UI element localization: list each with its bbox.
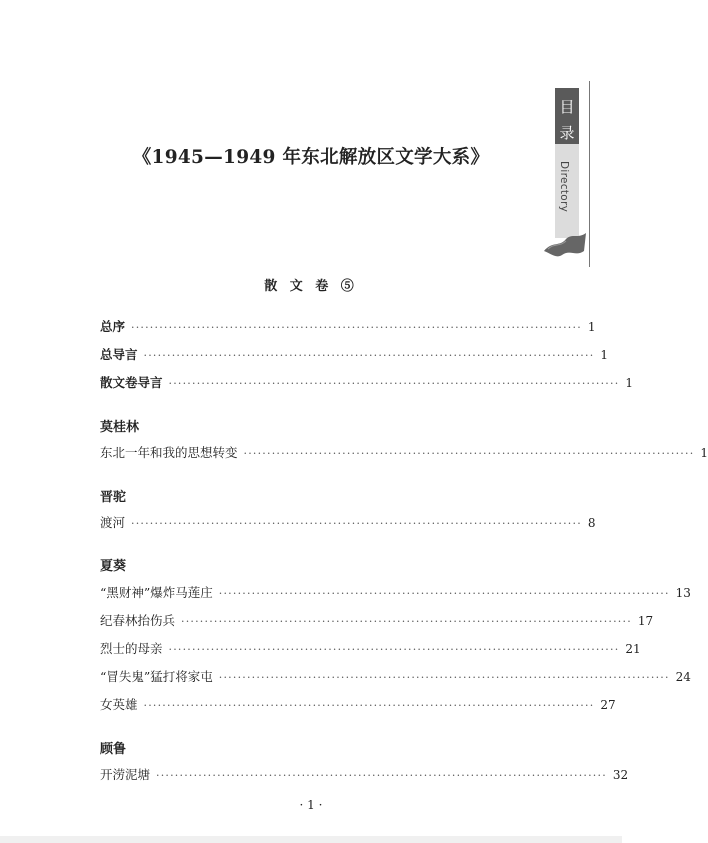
author-heading: 夏葵 <box>100 559 127 574</box>
tab-label-lu: 录 <box>559 124 575 142</box>
entry-title: 烈士的母亲 <box>100 641 163 656</box>
author-heading: 晋驼 <box>100 490 127 505</box>
leader-dots: ································································································ <box>168 643 620 656</box>
volume-title: 散 文 卷 ⑤ <box>264 279 358 294</box>
entry-page: 8 <box>587 516 596 530</box>
entry-title: 散文卷导言 <box>100 375 163 390</box>
leader-dots: ································································································ <box>143 699 595 712</box>
entry-title: 纪春林抬伤兵 <box>100 613 176 628</box>
series-title: 《1945—1949 年东北解放区文学大系》 <box>132 147 490 168</box>
leader-dots: ································································································ <box>168 377 620 390</box>
leader-dots: ································································································ <box>218 671 670 684</box>
toc-entry[interactable] <box>100 639 641 657</box>
entry-title: “黑财神”爆炸马莲庄 <box>100 585 213 600</box>
entry-page: 27 <box>600 698 616 712</box>
entry-title: 总导言 <box>100 347 138 362</box>
toc-entry[interactable] <box>100 667 691 685</box>
leader-dots: ································································································ <box>131 321 582 334</box>
leader-dots: ································································································ <box>156 769 607 782</box>
tab-label-mu: 目 <box>559 98 575 116</box>
leader-dots: ································································································ <box>243 447 695 460</box>
author-heading: 顾鲁 <box>100 742 127 757</box>
toc-entry[interactable] <box>100 583 691 601</box>
entry-title: 开涝泥塘 <box>100 767 151 782</box>
toc-entry[interactable] <box>100 513 596 531</box>
leader-dots: ································································································ <box>218 587 670 600</box>
leader-dots: ································································································ <box>131 517 582 530</box>
flag-icon <box>542 229 590 259</box>
entry-page: 1 <box>587 320 596 334</box>
entry-title: 总序 <box>100 319 126 334</box>
bottom-strip <box>0 836 622 843</box>
toc-entry[interactable] <box>100 611 654 629</box>
author-heading: 莫桂林 <box>100 420 140 435</box>
entry-page: 1 <box>600 348 609 362</box>
toc-entry[interactable] <box>100 695 616 713</box>
tab-label-directory: Directory <box>558 161 570 213</box>
entry-page: 13 <box>675 586 691 600</box>
page-number: · 1 · <box>299 798 323 812</box>
entry-page: 17 <box>637 614 654 628</box>
toc-entry[interactable] <box>100 317 596 335</box>
toc-entry[interactable] <box>100 373 634 391</box>
entry-page: 24 <box>675 670 691 684</box>
toc-entry[interactable] <box>100 345 609 363</box>
leader-dots: ································································································ <box>143 349 595 362</box>
toc-entry[interactable] <box>100 765 629 783</box>
leader-dots: ································································································ <box>181 615 632 628</box>
entry-title: 东北一年和我的思想转变 <box>100 445 238 460</box>
entry-page: 21 <box>625 642 641 656</box>
entry-page: 1 <box>625 376 634 390</box>
entry-page: 32 <box>612 768 629 782</box>
entry-title: “冒失鬼”猛打将家屯 <box>100 669 213 684</box>
entry-title: 渡河 <box>100 515 126 530</box>
toc-entry[interactable] <box>100 443 708 461</box>
entry-title: 女英雄 <box>100 697 138 712</box>
entry-page: 1 <box>700 446 708 460</box>
directory-side-tab <box>542 81 590 267</box>
